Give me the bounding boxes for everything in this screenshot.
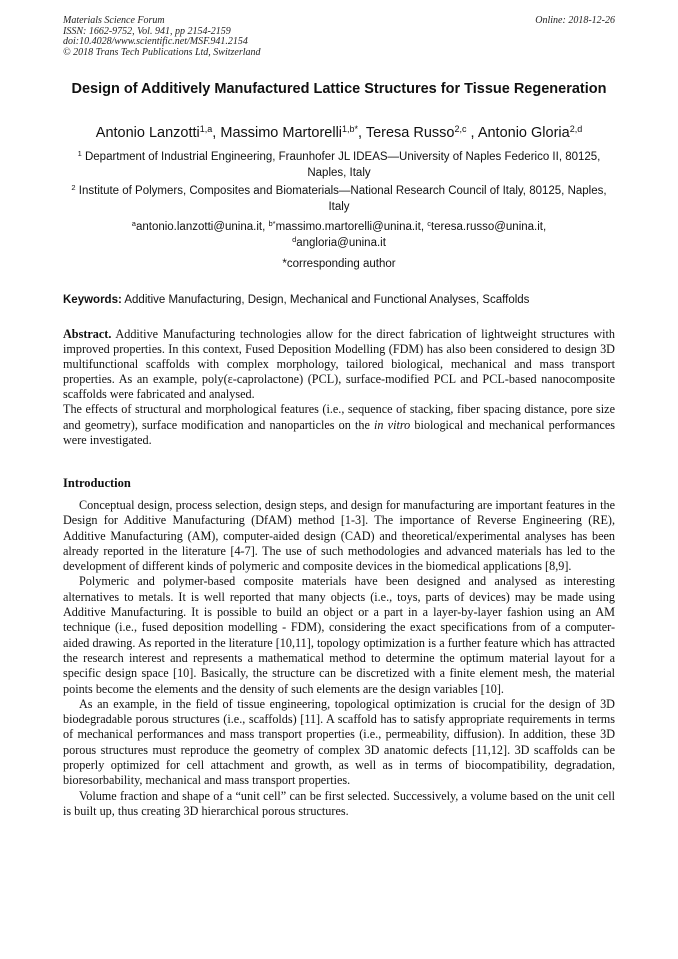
- introduction-heading: Introduction: [63, 476, 131, 490]
- abstract-text: Additive Manufacturing technologies allow for the direct fabrication of lightweight structures with improved properties. In this context, Fused Deposition Modelling (FDM) has also been considered to design 3D multifunctional scaffolds with complex morphology, tailored biological, mechanical and mass transport properties. As an example, poly(ε-caprolactone) (PCL), surface-modified PCL and PCL-based nanocomposite scaffolds were fabricated and analysed.: [63, 327, 616, 402]
- corresponding-author-note: *corresponding author: [282, 258, 396, 270]
- keywords: [63, 292, 615, 308]
- body-paragraph: Conceptual design, process selection, design steps, and design for manufacturing are important features in the Design for Additive Manufacturing (DfAM) method [1-3]. The importance of Reverse Engineering (RE), Additive Manufacturing (AM), computer-aided design (CAD) and theoretical/experimental analyses has been already reported in the literature [4-7]. The use of such methodologies and advanced materials has led to the development of different kinds of polymeric and composite devices in the biomedical applications [8,9].: [63, 498, 615, 574]
- affiliation-superscript: 1: [77, 149, 82, 158]
- doi-line: doi:10.4028/www.scientific.net/MSF.941.2154: [63, 36, 248, 47]
- author-superscript: 1,b*: [342, 124, 359, 134]
- copyright-line: © 2018 Trans Tech Publications Ltd, Switzerland: [63, 46, 261, 58]
- body-paragraph: As an example, in the field of tissue engineering, topological optimization is crucial for the design of 3D biodegradable porous structures (i.e., scaffolds) [11]. A scaffold has to satisfy appropriate requirements in terms of mechanical performances and mass transport properties (i.e., permeability, diffusion). In addition, these 3D porous structures must reproduce the geometry of complex 3D anatomic defects [11,12]. 3D scaffolds can be properly optimized for cell attachment and growth, as well as in terms of biocompatibility, degradation, bioresorbability, mechanical and mass transport properties.: [63, 696, 615, 788]
- author-name: Teresa Russo: [365, 125, 455, 141]
- author-name: Massimo Martorelli: [220, 125, 343, 141]
- abstract-label: Abstract.: [63, 327, 112, 341]
- email-superscript: a: [131, 219, 136, 228]
- affiliation-2: [63, 183, 615, 215]
- email-link[interactable]: teresa.russo@unina.it: [430, 221, 543, 233]
- abstract: [63, 327, 615, 448]
- email-superscript: c: [427, 219, 431, 228]
- journal-name: Materials Science Forum: [63, 15, 165, 26]
- body-paragraph: Polymeric and polymer-based composite materials have been designed and analysed as interesting alternatives to metals. It is well reported that many objects (i.e., toys, parts of devices) may be made using Additive Manufacturing. It is possible to build an object or a part in a layer-by-layer fashion using an AM technique (i.e., fused deposition modelling - FDM), considering the exact specifications from of a computer-aided drawing. As reported in the literature [10,11], topology optimization is a further feature which has attracted the research interest and represents a mathematical method to determine the optimum material layout for a specific design space [10]. Basically, the structure can be discretized with a finite element mesh, the material points become the elements and the density of such elements are the design variables [10].: [63, 574, 615, 696]
- author-name: Antonio Lanzotti: [95, 125, 200, 141]
- keywords-label: Keywords:: [63, 294, 122, 306]
- abstract-italic: in vitro: [374, 417, 411, 432]
- author-name: Antonio Gloria: [477, 125, 570, 141]
- abstract-text: biological and mechanical performances were investigated.: [63, 417, 615, 447]
- affiliation-1: [63, 149, 615, 181]
- keywords-text: Additive Manufacturing, Design, Mechanical and Functional Analyses, Scaffolds: [124, 294, 530, 306]
- issn-line: ISSN: 1662-9752, Vol. 941, pp 2154-2159: [63, 25, 231, 37]
- introduction-body: [63, 498, 615, 819]
- author-list: Antonio Lanzotti$^{1,a}$, Massimo Martorelli$^{1,b*}$, Teresa Russo$^{2,c}$ , Antonio Gloria$^{2,d}$: [95, 124, 583, 141]
- abstract-text: The effects of structural and morphological features (i.e., sequence of stacking, fiber spacing distance, pore size and geometry), surface modification and nanoparticles on the: [63, 402, 615, 432]
- affiliation-text: Institute of Polymers, Composites and Biomaterials—National Research Council of Italy, 80125, Naples, Italy: [78, 185, 607, 213]
- email-list: $^a$antonio.lanzotti@unina.it, $^{b*}$massimo.martorelli@unina.it, $^c$teresa.russo@unina.it, $^d$angloria@unina.it: [131, 219, 547, 249]
- paper-title: Design of Additively Manufactured Lattice Structures for Tissue Regeneration: [71, 81, 607, 97]
- affiliation-superscript: 2: [71, 183, 76, 192]
- email-superscript: b*: [268, 219, 276, 228]
- author-superscript: 2,c: [454, 124, 467, 134]
- author-superscript: 2,d: [569, 124, 583, 134]
- online-date: Online: 2018-12-26: [535, 15, 615, 26]
- body-paragraph: Volume fraction and shape of a “unit cell” can be first selected. Successively, a volume based on the unit cell is built up, thus creating 3D hierarchical porous structures.: [63, 788, 615, 818]
- abstract-paragraph-2: [63, 402, 615, 447]
- author-superscript: 1,a: [199, 124, 213, 134]
- affiliation-text: Department of Industrial Engineering, Fraunhofer JL IDEAS—University of Naples Federico II, 80125, Naples, Italy: [84, 151, 601, 179]
- email-link[interactable]: massimo.martorelli@unina.it: [275, 221, 421, 233]
- abstract-paragraph-1: [63, 327, 615, 402]
- journal-header: [63, 16, 615, 58]
- email-link[interactable]: angloria@unina.it: [296, 237, 386, 249]
- email-superscript: d: [292, 235, 297, 244]
- email-link[interactable]: antonio.lanzotti@unina.it: [135, 221, 263, 233]
